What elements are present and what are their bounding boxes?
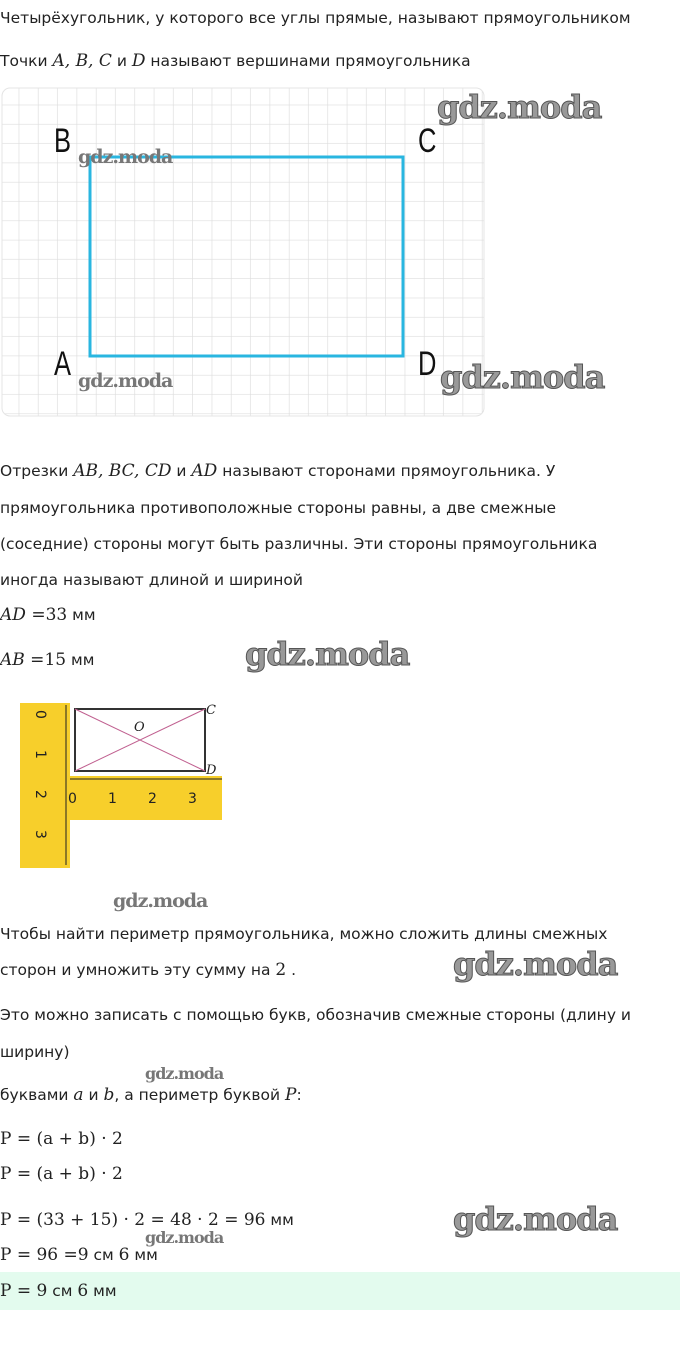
ruler-tick-0: 0	[68, 791, 77, 807]
text-line: Это можно записать с помощью букв, обозначив смежные стороны (длину и	[0, 1006, 631, 1024]
svg-text:2: 2	[148, 791, 157, 807]
ad-length: AD =33 мм	[0, 605, 96, 625]
watermark: gdz.moda	[145, 1228, 224, 1247]
calculation: P = (33 + 15) · 2 = 48 · 2 = 96 мм	[0, 1210, 294, 1230]
point-c-label: C	[206, 703, 216, 718]
vertices-text: Точки A, B, C и D называют вершинами прямоугольника	[0, 51, 471, 71]
vertex-a-label: A	[54, 345, 72, 383]
watermark: gdz.moda	[437, 88, 602, 126]
formula-1: P = (a + b) · 2	[0, 1129, 123, 1149]
sides-text: Отрезки AB, BC, CD и AD называют сторонами прямоугольника. У	[0, 461, 556, 481]
watermark: gdz.moda	[78, 146, 173, 168]
conversion: P = 96 =9 см 6 мм	[0, 1245, 158, 1265]
vertex-d-label: D	[418, 345, 437, 383]
watermark: gdz.moda	[453, 1200, 618, 1238]
svg-text:1: 1	[32, 750, 48, 759]
answer: P = 9 см 6 мм	[0, 1281, 117, 1301]
watermark: gdz.moda	[440, 358, 605, 396]
formula-2: P = (a + b) · 2	[0, 1164, 123, 1184]
text-line: Чтобы найти периметр прямоугольника, можно сложить длины смежных	[0, 925, 608, 943]
watermark: gdz.moda	[145, 1064, 224, 1083]
ruler-figure	[18, 700, 228, 870]
watermark: gdz.moda	[113, 890, 208, 912]
text-line: (соседние) стороны могут быть различны. Эти стороны прямоугольника	[0, 535, 598, 553]
perimeter-rule: сторон и умножить эту сумму на 2 .	[0, 960, 297, 980]
point-o-label: O	[134, 720, 145, 735]
svg-text:3: 3	[188, 791, 197, 807]
grid-rectangle-figure	[0, 86, 490, 420]
text-line: ширину)	[0, 1043, 70, 1061]
svg-text:2: 2	[32, 790, 48, 799]
watermark: gdz.moda	[78, 370, 173, 392]
variables-text: буквами a и b, а периметр буквой P:	[0, 1085, 302, 1105]
watermark: gdz.moda	[245, 635, 410, 673]
text-line: иногда называют длиной и шириной	[0, 571, 303, 589]
definition-text: Четырёхугольник, у которого все углы прямые, называют прямоугольником	[0, 9, 631, 27]
svg-text:3: 3	[32, 830, 48, 839]
ab-length: AB =15 мм	[0, 650, 95, 670]
vertex-b-label: B	[54, 122, 72, 160]
point-d-label: D	[206, 763, 217, 778]
svg-text:1: 1	[108, 791, 117, 807]
vertex-c-label: C	[418, 122, 437, 160]
watermark: gdz.moda	[453, 945, 618, 983]
text-line: прямоугольника противоположные стороны равны, а две смежные	[0, 499, 557, 517]
svg-text:0: 0	[32, 710, 48, 719]
